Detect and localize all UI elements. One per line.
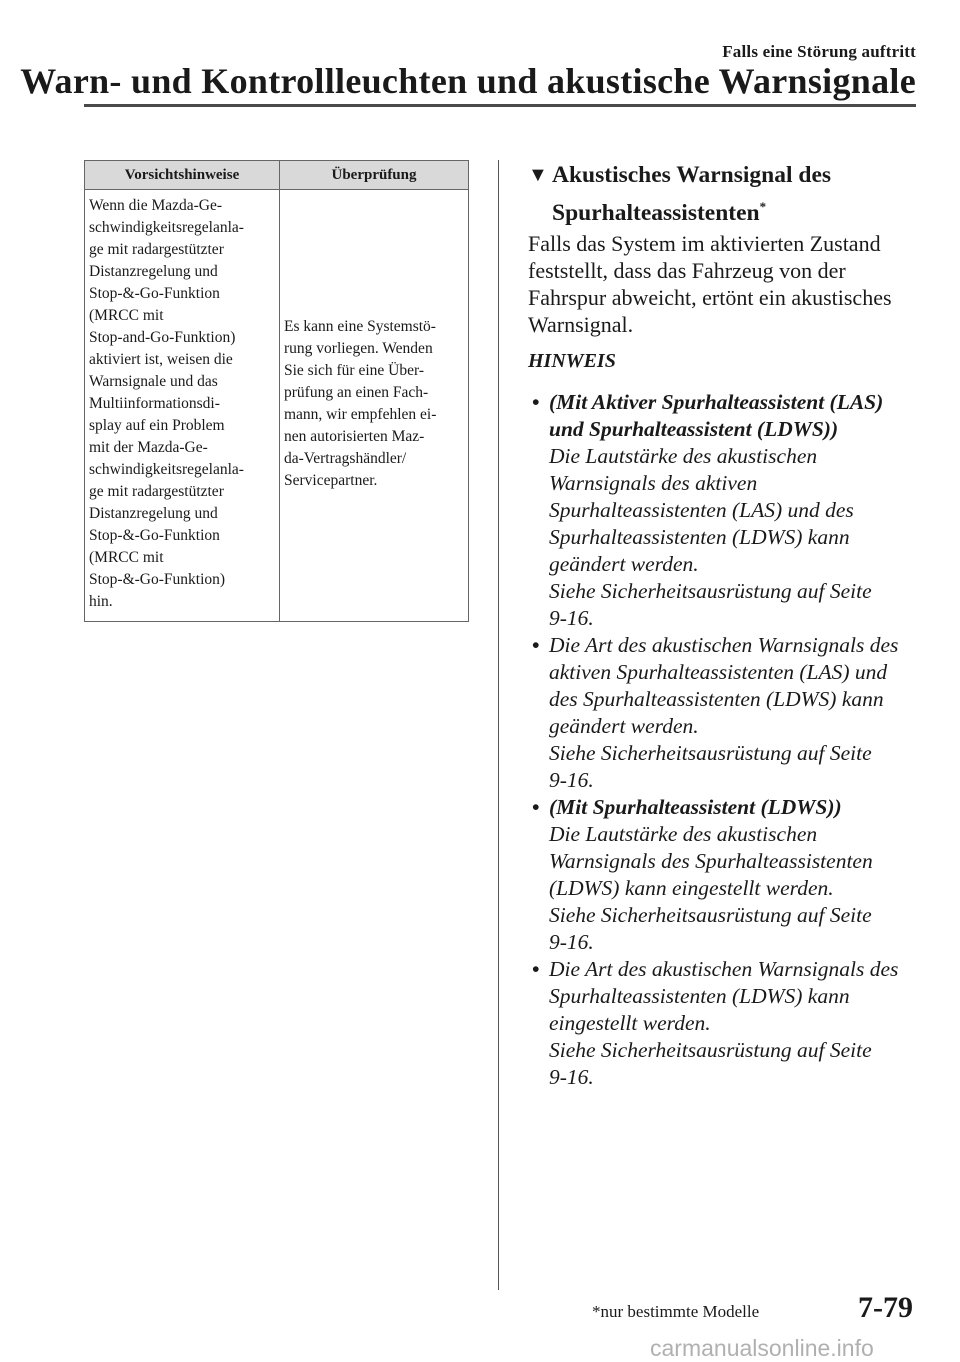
note-line: Warnsignals des aktiven xyxy=(549,471,758,495)
caution-line: Distanzregelung und xyxy=(89,505,218,522)
body-line: feststellt, dass das Fahrzeug von der xyxy=(528,258,846,283)
caution-line: Stop-&-Go-Funktion xyxy=(89,527,220,544)
body-line: Fahrspur abweicht, ertönt ein akustisches xyxy=(528,285,892,310)
footnote: *nur bestimmte Modelle xyxy=(592,1302,760,1321)
note-line: (LDWS) kann eingestellt werden. xyxy=(549,876,834,900)
check-line: mann, wir empfehlen ei- xyxy=(284,406,437,423)
note-line: Siehe Sicherheitsausrüstung auf Seite xyxy=(549,903,872,927)
section-label: Falls eine Störung auftritt xyxy=(722,42,916,61)
note-bold-line: (Mit Aktiver Spurhalteassistent (LAS) xyxy=(549,390,884,414)
warning-section-heading xyxy=(528,160,928,229)
note-line: Die Lautstärke des akustischen xyxy=(549,822,818,846)
check-line: rung vorliegen. Wenden xyxy=(284,340,433,357)
check-line: nen autorisierten Maz- xyxy=(284,428,425,445)
model-marker: * xyxy=(759,199,767,214)
notes-list xyxy=(532,389,927,1091)
note-line: geändert werden. xyxy=(549,552,699,576)
bullet-icon: • xyxy=(532,390,540,414)
caution-line: ge mit radargestützter xyxy=(89,241,224,258)
heading-line-2-text: Spurhalteassistenten xyxy=(552,199,760,226)
note-line: Siehe Sicherheitsausrüstung auf Seite xyxy=(549,579,872,603)
bullet-icon: • xyxy=(532,633,540,657)
bullet-icon: • xyxy=(532,957,540,981)
caution-line: Stop-and-Go-Funktion) xyxy=(89,329,236,346)
table-header-row xyxy=(85,161,469,190)
table-row xyxy=(85,190,469,622)
caution-line: Multiinformationsdi- xyxy=(89,395,220,412)
caution-line: schwindigkeitsregelanla- xyxy=(89,461,244,478)
body-line: Warnsignal. xyxy=(528,312,634,337)
caution-line: Stop-&-Go-Funktion xyxy=(89,285,220,302)
check-line: Sie sich für eine Über- xyxy=(284,362,424,379)
check-line: Servicepartner. xyxy=(284,472,378,489)
note-line: Die Art des akustischen Warnsignals des xyxy=(549,633,899,657)
warning-section-body xyxy=(528,230,923,338)
note-line: Die Art des akustischen Warnsignals des xyxy=(549,957,899,981)
note-line: Siehe Sicherheitsausrüstung auf Seite xyxy=(549,741,872,765)
caution-line: Stop-&-Go-Funktion) xyxy=(89,571,226,588)
caution-line: Warnsignale und das xyxy=(89,373,218,390)
triangle-down-icon: ▼ xyxy=(528,164,548,186)
note-line: 9-16. xyxy=(549,606,594,630)
note-line: Spurhalteassistenten (LDWS) kann xyxy=(549,525,850,549)
chapter-title: Warn- und Kontrollleuchten und akustische Warnsignale xyxy=(20,61,916,101)
column-divider xyxy=(498,160,499,1290)
note-line: Die Lautstärke des akustischen xyxy=(549,444,818,468)
watermark: carmanualsonline.info xyxy=(650,1335,874,1361)
caution-cell xyxy=(85,190,280,622)
list-item xyxy=(532,632,927,794)
body-line: Falls das System im aktivierten Zustand xyxy=(528,231,881,256)
note-label: HINWEIS xyxy=(528,350,616,372)
caution-line: hin. xyxy=(89,593,113,610)
note-line: des Spurhalteassistenten (LDWS) kann xyxy=(549,687,884,711)
note-line: Siehe Sicherheitsausrüstung auf Seite xyxy=(549,1038,872,1062)
note-line: Spurhalteassistenten (LDWS) kann xyxy=(549,984,850,1008)
page-number: 7-79 xyxy=(858,1291,913,1324)
check-cell xyxy=(280,190,469,622)
caution-line: Distanzregelung und xyxy=(89,263,218,280)
note-line: geändert werden. xyxy=(549,714,699,738)
heading-line-2 xyxy=(552,191,928,229)
table-header-check: Überprüfung xyxy=(280,161,469,190)
note-line: aktiven Spurhalteassistenten (LAS) und xyxy=(549,660,888,684)
list-item xyxy=(532,956,927,1091)
note-bold-line: (Mit Spurhalteassistent (LDWS)) xyxy=(549,795,842,819)
caution-line: mit der Mazda-Ge- xyxy=(89,439,208,456)
note-line: Spurhalteassistenten (LAS) und des xyxy=(549,498,854,522)
header-rule xyxy=(84,104,916,107)
heading-line-1: Akustisches Warnsignal des xyxy=(552,162,832,188)
list-item xyxy=(532,389,927,632)
caution-line: (MRCC mit xyxy=(89,549,164,566)
note-bold-line: und Spurhalteassistent (LDWS)) xyxy=(549,417,839,441)
caution-text xyxy=(89,195,275,613)
note-line: eingestellt werden. xyxy=(549,1011,711,1035)
bullet-icon: • xyxy=(532,795,540,819)
caution-line: Wenn die Mazda-Ge- xyxy=(89,197,223,214)
note-line: 9-16. xyxy=(549,930,594,954)
caution-line: (MRCC mit xyxy=(89,307,164,324)
caution-line: ge mit radargestützter xyxy=(89,483,224,500)
list-item xyxy=(532,794,927,956)
note-line: Warnsignals des Spurhalteassistenten xyxy=(549,849,873,873)
check-line: prüfung an einen Fach- xyxy=(284,384,429,401)
caution-line: aktiviert ist, weisen die xyxy=(89,351,233,368)
caution-table xyxy=(84,160,469,622)
caution-line: splay auf ein Problem xyxy=(89,417,225,434)
table-header-caution: Vorsichtshinweise xyxy=(85,161,280,190)
check-line: da-Vertragshändler/ xyxy=(284,450,407,467)
note-line: 9-16. xyxy=(549,1065,594,1089)
caution-line: schwindigkeitsregelanla- xyxy=(89,219,244,236)
check-line: Es kann eine Systemstö- xyxy=(284,318,436,335)
check-text xyxy=(284,316,464,492)
note-line: 9-16. xyxy=(549,768,594,792)
